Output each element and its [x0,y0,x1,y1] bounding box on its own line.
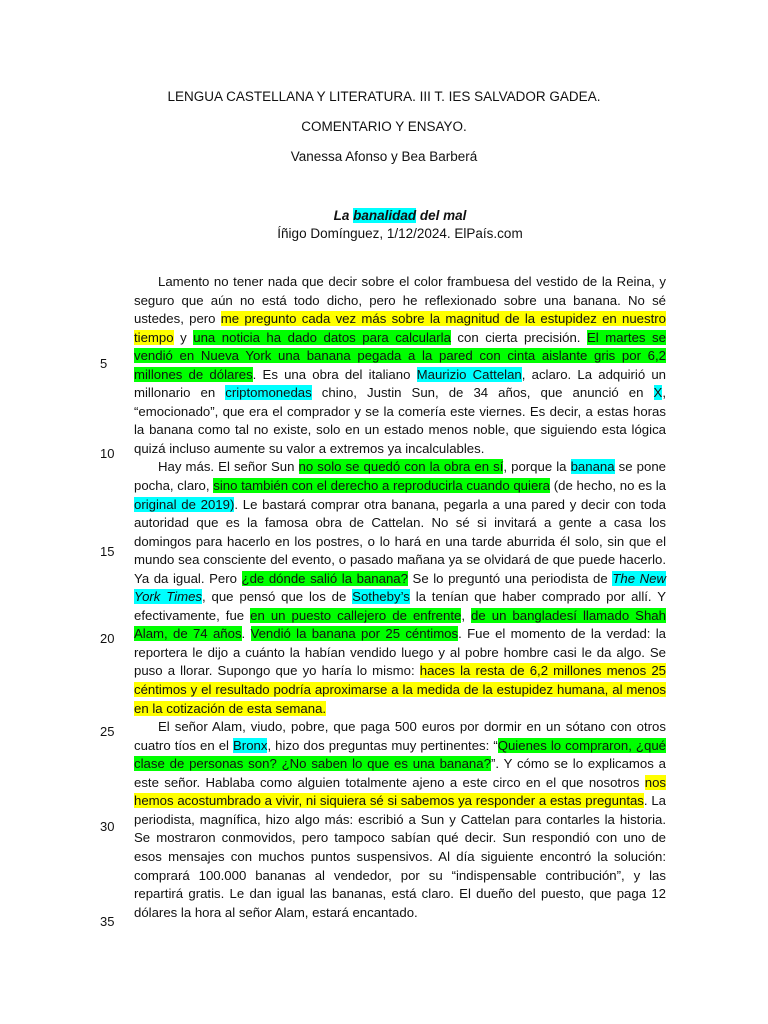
green-highlight: sino también con el derecho a reproducirla cuando quiera [213,478,551,494]
green-highlight: en un puesto callejero de enfrente [250,607,462,623]
cyan-highlight: Maurizio Cattelan [416,366,522,382]
green-highlight: no solo se quedó con la obra en sí [298,459,504,475]
line-number: 15 [100,544,115,559]
paragraph-3 [134,718,666,922]
header-authors-line: Vanessa Afonso y Bea Barberá [290,149,478,164]
cyan-highlight: banana [570,459,615,475]
text-run: Se lo preguntó una periodista de [407,570,613,586]
yellow-highlight: me pregunto cada vez más sobre la magnitud de la estupidez en nuestro tiempo [134,311,667,345]
green-highlight: Quienes lo compraron, ¿qué clase de personas son? ¿No saben lo que es una banana? [134,737,666,772]
article-title-highlight: banalidad [353,208,417,223]
text-run: con cierta precisión. [450,329,587,345]
cyan-highlight: Bronx [233,737,268,753]
article-title-post: del mal [416,208,467,223]
cyan-highlight: Sotheby’s [352,589,410,605]
cyan-highlight: criptomonedas [225,385,312,401]
text-run: se pone pocha, claro, [134,459,667,494]
text-run: , “emocionado”, que era el comprador y se la comería este viernes. Es decir, a estas horas la banana como tal no existe, solo en un estado menos noble, que siguiendo esta lógica quizá incluso aumente su valor a extremos ya incalculables. [134,385,666,456]
text-run: . Fue el momento de la verdad: la reportera le dijo a cuánto la habían vendido luego y al pobre hombre casi le da algo. Se puso a llorar. Supongo que yo haría lo mismo: [134,626,666,679]
article-body [134,273,666,922]
yellow-highlight: haces la resta de 6,2 millones menos 25 céntimos y el resultado podría aproximarse a la medida de la estupidez humana, al menos en la cotización de esta semana. [134,663,666,716]
text-run: . La periodista, magnífica, hizo algo más: escribió a Sun y Cattelan para contarles la historia. Se mostraron conmovidos, pero tampoco sabían qué decir. Sun respondió con uno de esos mensajes con muchos puntos suspensivos. Al día siguiente encontró la solución: comprará 100.000 bananas al vendedor, por su “indispensable contribución”, y las repartirá gratis. Le dan igual las bananas, está claro. El dueño del puesto, que paga 12 dólares la hora al señor Alam, estará encantado. [134,793,666,920]
green-highlight: ¿de dónde salió la banana? [241,570,408,586]
article-title-pre: La [333,208,354,223]
line-number: 30 [100,819,115,834]
text-run: , porque la [503,459,571,475]
text-run: Lamento no tener nada que decir sobre el color frambuesa del vestido de la Reina, y seguro que aún no está todo dicho, pero he reflexionado sobre una banana. No sé ustedes, pero [134,274,666,327]
article-byline: Íñigo Domínguez, 1/12/2024. ElPaís.com [277,226,523,241]
text-run: . Es una obra del italiano [252,366,417,382]
text-run: (de hecho, no es la [550,478,667,494]
text-run: , que pensó que los de [202,589,353,605]
article-title [0,208,768,223]
cyan-highlight: The New York Times [134,570,666,605]
line-number: 20 [100,631,115,646]
text-run: Hay más. El señor Sun [158,459,299,475]
line-number: 5 [100,356,108,371]
green-highlight: una noticia ha dado datos para calcularla [193,329,451,345]
header-assignment-line: COMENTARIO Y ENSAYO. [301,119,467,134]
yellow-highlight: nos hemos acostumbrado a vivir, ni siquiera sé si sabemos ya responder a estas preguntas [134,774,666,809]
text-run: , [461,607,472,623]
line-number: 10 [100,446,115,461]
text-run: y [173,329,194,345]
header-course-line: LENGUA CASTELLANA Y LITERATURA. III T. IES SALVADOR GADEA. [167,89,601,104]
paragraph-1 [134,273,666,458]
line-number: 35 [100,914,115,929]
text-run: El señor Alam, viudo, pobre, que paga 500 euros por dormir en un sótano con otros cuatro tíos en el [134,719,666,753]
text-run: , hizo dos preguntas muy pertinentes: “ [267,737,498,753]
line-number: 25 [100,724,115,739]
text-run: la tenían que haber comprado por allí. Y efectivamente, fue [134,589,666,623]
text-run: chino, Justin Sun, de 34 años, que anunció en [311,385,654,401]
cyan-highlight: X [653,385,663,401]
cyan-highlight: original de 2019) [134,496,235,512]
paragraph-2 [134,458,666,718]
text-run: . [241,626,251,642]
text-run: ”. Y cómo se lo explicamos a este señor. Hablaba como alguien totalmente ajeno a este circo en el que nosotros [134,756,666,790]
green-highlight: de un bangladesí llamado Shah Alam, de 74 años [134,607,666,642]
green-highlight: Vendió la banana por 25 céntimos [250,626,459,642]
text-run: , aclaro. La adquirió un millonario en [134,366,667,401]
text-run: . Le bastará comprar otra banana, pegarla a una pared y decir con toda autoridad que es la famosa obra de Cattelan. No sé si invitará a gente a casa los domingos para hacerlo en los postres, o lo hará en una tarde aburrida él solo, sin que el mundo sea consciente del evento, o pasado mañana ya se olvidará de que puede hacerlo. Ya da igual. Pero [134,496,667,586]
green-highlight: El martes se vendió en Nueva York una banana pegada a la pared con cinta aislante gris por 6,2 millones de dólares [134,329,666,382]
